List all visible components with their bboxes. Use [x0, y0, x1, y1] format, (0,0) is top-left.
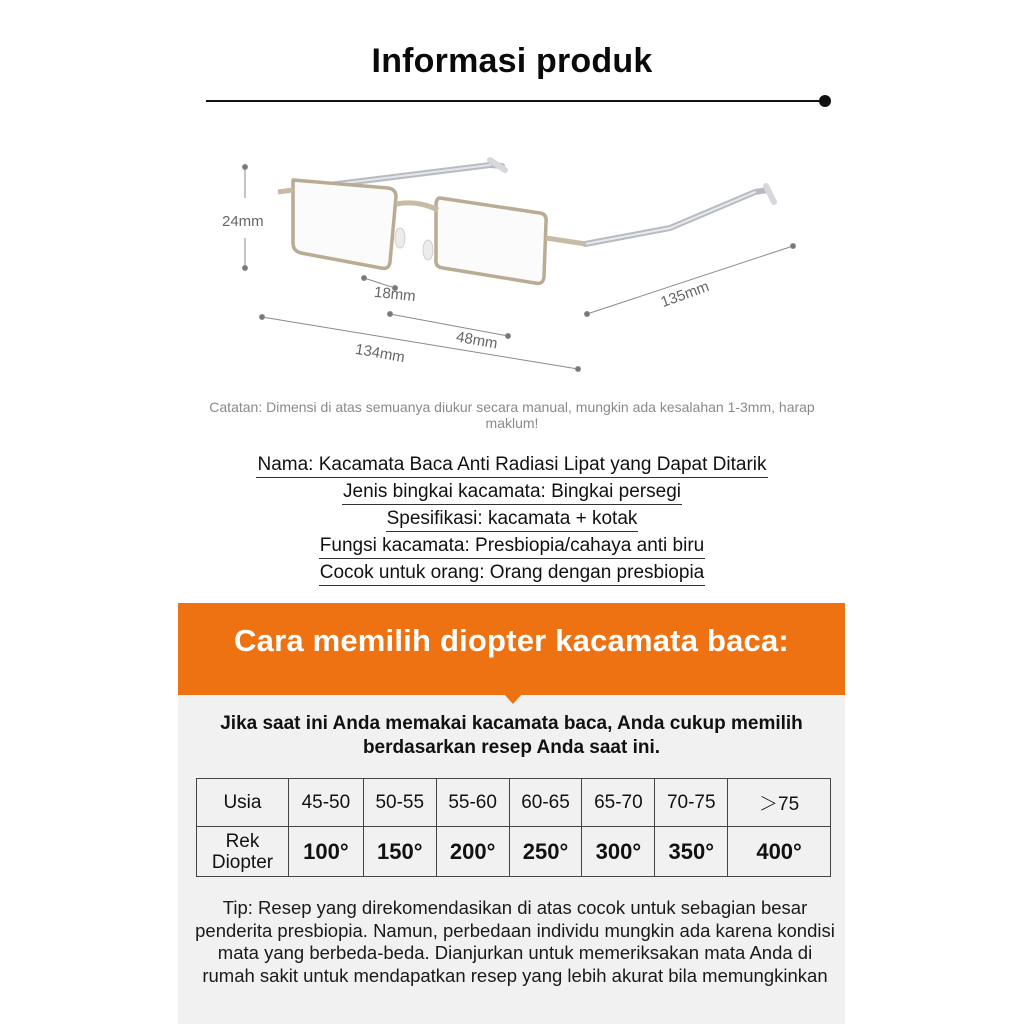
page-title: Informasi produk [371, 42, 653, 80]
dimension-frame-width: 134mm [353, 340, 407, 367]
frame-width-line [262, 317, 578, 369]
lens-width-line [390, 314, 508, 336]
spec-suitable-for: Cocok untuk orang: Orang dengan presbiopia [319, 560, 705, 586]
age-cell: 55-60 [436, 779, 509, 827]
tip-text: Tip: Resep yang direkomendasikan di atas cocok untuk sebagian besar penderita presbiopia. Namun, perbedaan individu mungkin ada karena kondisi mata yang berbeda-beda. Dianjurkan untuk memeriksakan mata Anda di rumah sakit untuk mendapatkan resep yang lebih akurat bila memungkinkan [195, 897, 835, 986]
diopter-header: Rek Diopter [197, 827, 289, 877]
dimension-temple-length: 135mm [658, 277, 712, 312]
spec-name: Nama: Kacamata Baca Anti Radiasi Lipat yang Dapat Ditarik [256, 452, 767, 478]
spec-frame-type: Jenis bingkai kacamata: Bingkai persegi [342, 479, 682, 505]
age-cell: 45-50 [288, 779, 363, 827]
section-banner [178, 603, 845, 695]
age-cell: 50-55 [363, 779, 436, 827]
diopter-cell: 100° [288, 827, 363, 877]
banner-pointer-icon [504, 694, 522, 704]
dimension-lens-width: 48mm [454, 328, 499, 353]
diopter-cell: 200° [436, 827, 509, 877]
diopter-cell: 350° [655, 827, 728, 877]
diopter-cell: 150° [363, 827, 436, 877]
section-title: Cara memilih diopter kacamata baca: [234, 623, 789, 658]
table-row-age [197, 779, 831, 827]
spec-function: Fungsi kacamata: Presbiopia/cahaya anti biru [319, 533, 705, 559]
age-cell: 70-75 [655, 779, 728, 827]
dimension-lens-height: 24mm [222, 213, 264, 230]
glasses-illustration [200, 140, 820, 390]
title-divider [206, 100, 822, 102]
age-cell: 65-70 [582, 779, 655, 827]
table-row-diopter [197, 827, 831, 877]
age-header: Usia [197, 779, 289, 827]
diopter-cell: 400° [728, 827, 831, 877]
age-cell: 60-65 [509, 779, 582, 827]
dimension-bridge-width: 18mm [373, 283, 417, 306]
age-cell: ＞75 [728, 779, 831, 827]
glasses-dimension-diagram [200, 140, 820, 390]
diopter-cell: 250° [509, 827, 582, 877]
diopter-table [196, 778, 831, 877]
measurement-note: Catatan: Dimensi di atas semuanya diukur secara manual, mungkin ada kesalahan 1-3mm, harap maklum! [209, 399, 815, 431]
divider-dot [819, 95, 831, 107]
spec-list [0, 452, 1024, 587]
spec-specification: Spesifikasi: kacamata + kotak [386, 506, 639, 532]
section-intro: Jika saat ini Anda memakai kacamata baca, Anda cukup memilih berdasarkan resep Anda saat ini. [220, 713, 803, 758]
temple-line [587, 246, 793, 314]
diopter-cell: 300° [582, 827, 655, 877]
